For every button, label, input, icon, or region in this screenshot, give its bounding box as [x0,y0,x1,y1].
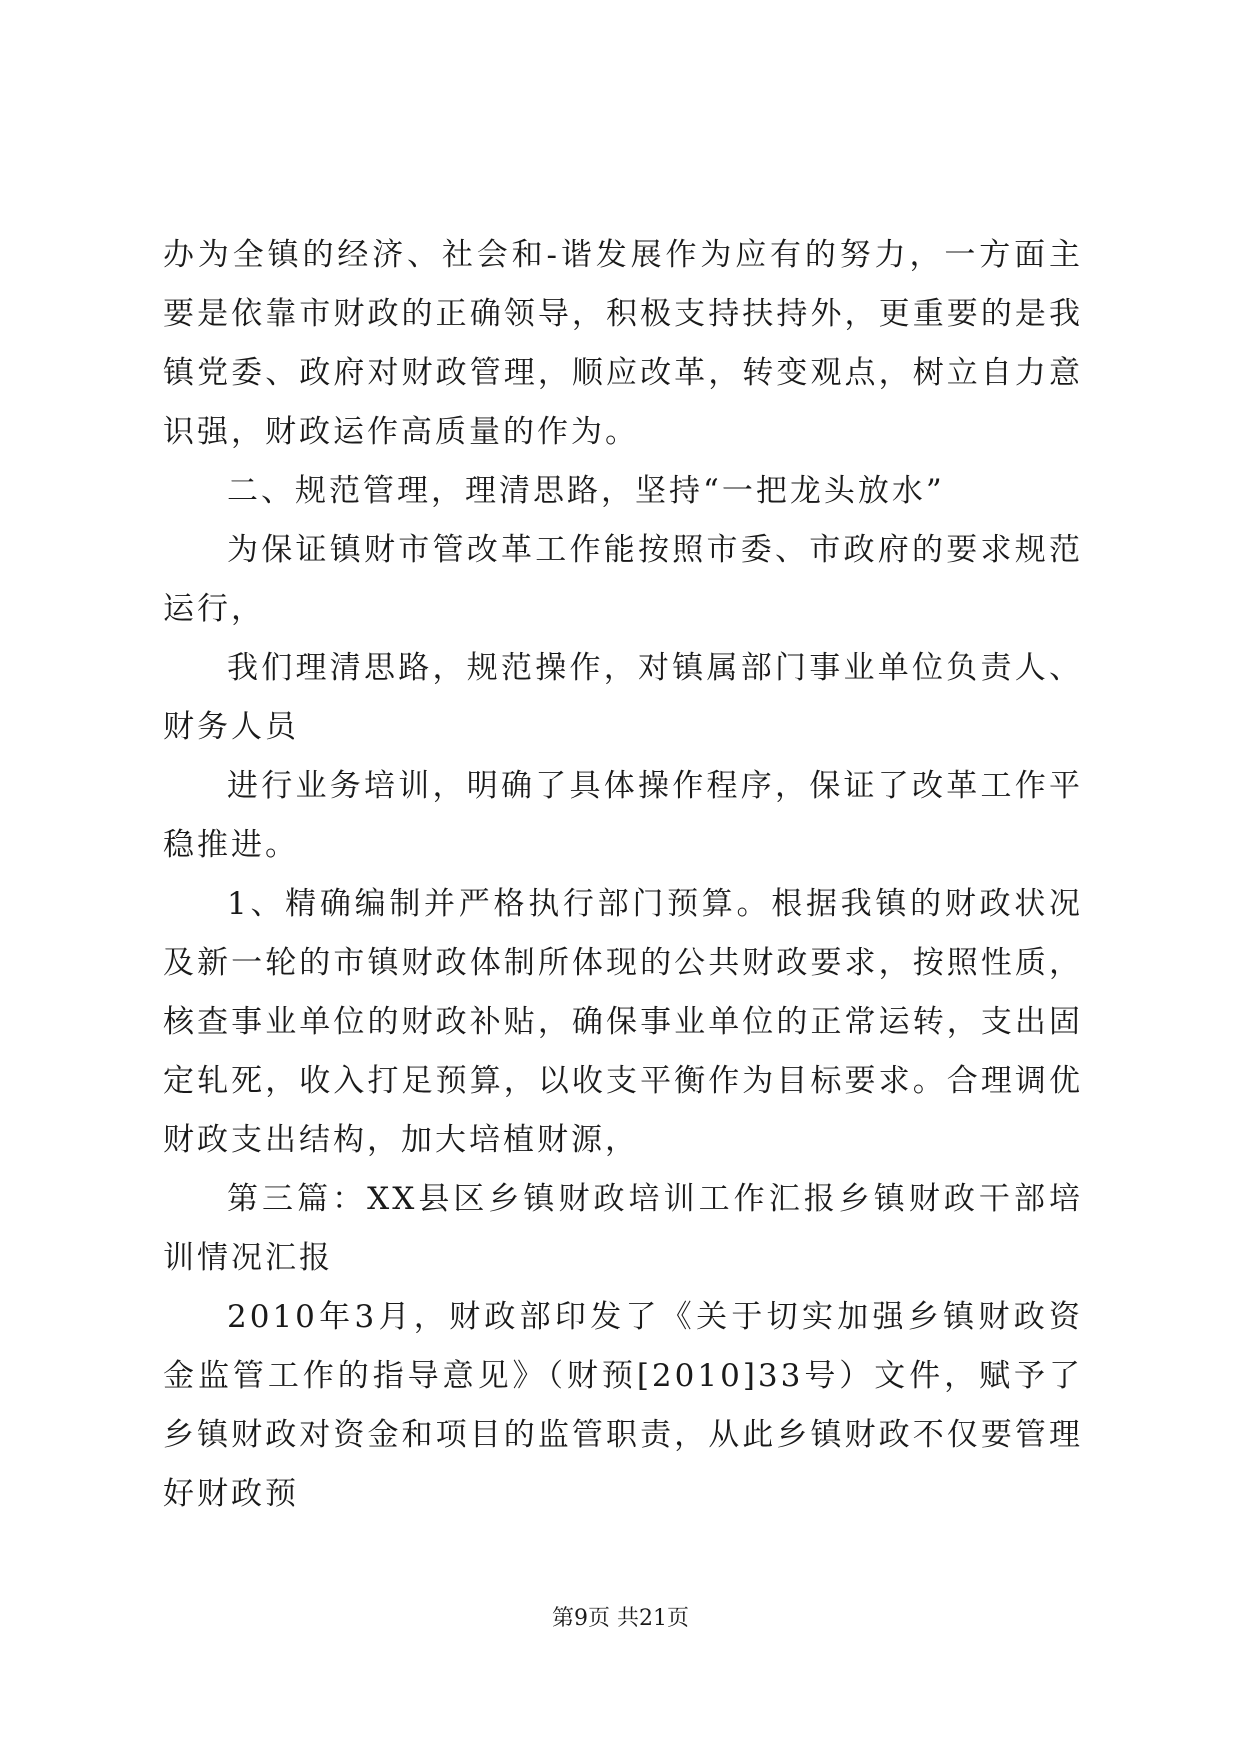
page-number-label: 第9页 共21页 [552,1606,689,1631]
paragraph-4: 我们理清思路，规范操作，对镇属部门事业单位负责人、财务人员 [163,650,1083,745]
document-body [163,226,1083,1524]
paragraph-5: 进行业务培训，明确了具体操作程序，保证了改革工作平稳推进。 [163,768,1083,863]
paragraph-8: 2010年3月，财政部印发了《关于切实加强乡镇财政资金监管工作的指导意见》（财预[2010]33号）文件，赋予了乡镇财政对资金和项目的监管职责，从此乡镇财政不仅要管理好财政预 [163,1299,1083,1512]
paragraph-3: 为保证镇财市管改革工作能按照市委、市政府的要求规范运行， [163,532,1083,627]
page-footer [0,1604,1241,1634]
paragraph-1: 办为全镇的经济、社会和-谐发展作为应有的努力，一方面主要是依靠市财政的正确领导，积极支持扶持外，更重要的是我镇党委、政府对财政管理，顺应改革，转变观点，树立自力意识强，财政运作高质量的作为。 [163,237,1083,450]
paragraph-2-heading: 二、规范管理，理清思路，坚持“一把龙头放水” [227,473,945,509]
paragraph-6: 1、精确编制并严格执行部门预算。根据我镇的财政状况及新一轮的市镇财政体制所体现的公共财政要求，按照性质，核查事业单位的财政补贴，确保事业单位的正常运转，支出固定轧死，收入打足预算，以收支平衡作为目标要求。合理调优财政支出结构，加大培植财源， [163,886,1083,1158]
paragraph-7-section-title: 第三篇：XX县区乡镇财政培训工作汇报乡镇财政干部培训情况汇报 [163,1181,1083,1276]
